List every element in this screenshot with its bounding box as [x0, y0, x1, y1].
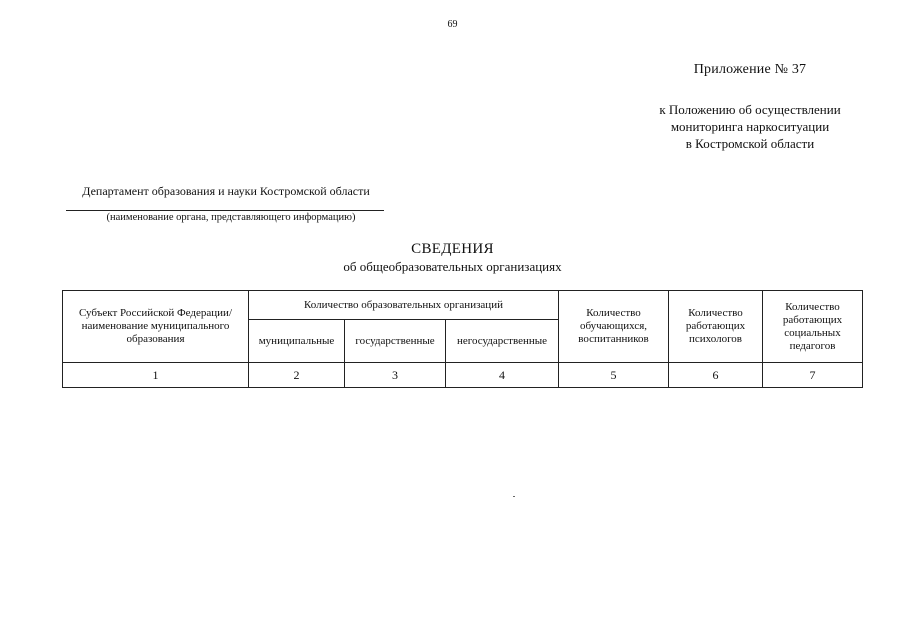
- column-number-2: 2: [249, 363, 345, 388]
- header-social-teachers: Количество работающих социальных педагогов: [763, 291, 863, 363]
- table-header-row: [63, 291, 863, 320]
- column-number-7: 7: [763, 363, 863, 388]
- info-table: [62, 290, 863, 388]
- header-municipal: муниципальные: [249, 320, 345, 363]
- column-number-5: 5: [559, 363, 669, 388]
- scan-speck: [513, 496, 515, 497]
- appendix-reference-line-1: к Положению об осуществлении: [659, 102, 841, 117]
- appendix-reference: [600, 101, 900, 152]
- header-org-count-group: Количество образовательных организаций: [249, 291, 559, 320]
- page-number: 69: [447, 19, 458, 30]
- appendix-title: Приложение № 37: [693, 62, 807, 77]
- header-psychologists: Количество работающих психологов: [669, 291, 763, 363]
- appendix-reference-line-3: в Костромской области: [685, 136, 815, 151]
- appendix-reference-line-2: мониторинга наркоситуации: [670, 119, 830, 134]
- header-state: государственные: [345, 320, 446, 363]
- table-row: [63, 363, 863, 388]
- column-number-4: 4: [446, 363, 559, 388]
- column-number-6: 6: [669, 363, 763, 388]
- organization-underline: [66, 210, 384, 211]
- organization-caption: (наименование органа, представляющего информацию): [106, 212, 356, 223]
- header-students: Количество обучающихся, воспитанников: [559, 291, 669, 363]
- column-number-1: 1: [63, 363, 249, 388]
- column-number-3: 3: [345, 363, 446, 388]
- header-nonstate: негосударственные: [446, 320, 559, 363]
- document-title: СВЕДЕНИЯ: [411, 241, 494, 257]
- organization-name: Департамент образования и науки Костромской области: [82, 184, 370, 198]
- document-subtitle: об общеобразовательных организациях: [343, 259, 562, 274]
- header-subject: Субъект Российской Федерации/наименование муниципального образования: [63, 291, 249, 363]
